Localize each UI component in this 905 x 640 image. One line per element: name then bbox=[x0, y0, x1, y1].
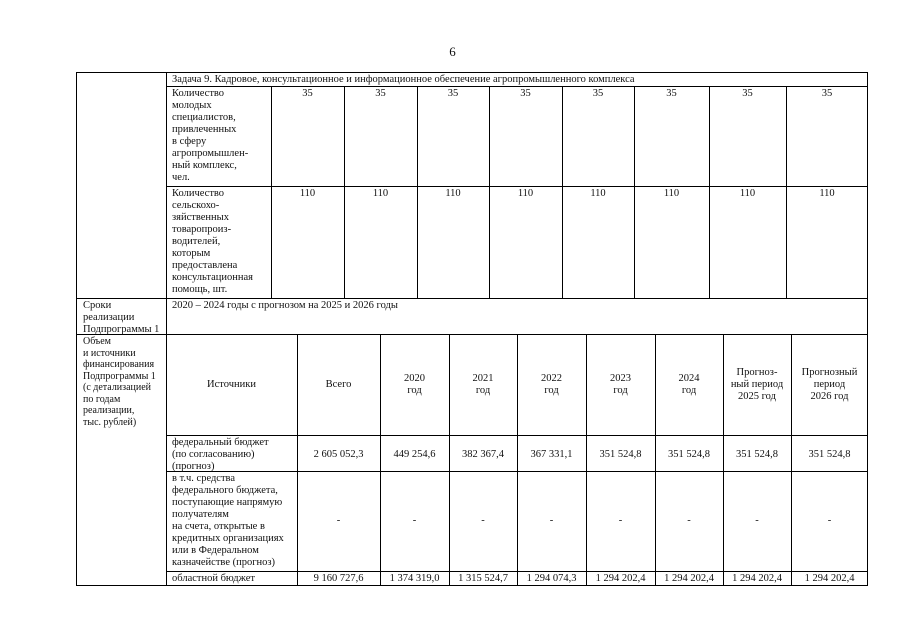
funding-value: 1 374 319,0 bbox=[389, 573, 440, 584]
funding-value: 1 294 202,4 bbox=[732, 573, 782, 584]
grid-line bbox=[166, 73, 167, 586]
funding-value: - bbox=[827, 515, 832, 526]
funding-value: - bbox=[618, 515, 623, 526]
funding-header-year: 2022 год bbox=[541, 373, 562, 396]
indicator-value: 35 bbox=[592, 88, 604, 99]
indicator-value: 35 bbox=[447, 88, 459, 99]
funding-header-total: Всего bbox=[325, 379, 352, 390]
funding-header-year: 2020 год bbox=[404, 373, 425, 396]
funding-value: 367 331,1 bbox=[530, 449, 573, 460]
funding-header-sources: Источники bbox=[207, 379, 256, 390]
funding-value: - bbox=[755, 515, 759, 526]
funding-value: 1 294 202,4 bbox=[664, 573, 714, 584]
passport-table bbox=[76, 72, 868, 586]
terms-value: 2020 – 2024 годы с прогнозом на 2025 и 2026 годы bbox=[172, 300, 398, 311]
funding-value: 1 294 202,4 bbox=[804, 573, 855, 584]
indicator-value: 110 bbox=[299, 188, 316, 199]
funding-value: 351 524,8 bbox=[808, 449, 851, 460]
indicator-label: Количество сельскохо- зяйственных товаропроиз- водителей, которым предоставлена консультационная помощь, шт. bbox=[172, 188, 253, 295]
task-title: Задача 9. Кадровое, консультационное и информационное обеспечение агропромышленного комплекса bbox=[172, 74, 635, 85]
grid-line bbox=[77, 334, 868, 335]
funding-value: - bbox=[481, 515, 485, 526]
indicator-value: 110 bbox=[590, 188, 606, 199]
funding-value: 382 367,4 bbox=[462, 449, 504, 460]
funding-value: - bbox=[549, 515, 554, 526]
funding-source: областной бюджет bbox=[172, 573, 255, 584]
grid-line bbox=[77, 298, 868, 299]
funding-value: 351 524,8 bbox=[599, 449, 642, 460]
indicator-value: 110 bbox=[739, 188, 756, 199]
funding-header-year: 2024 год bbox=[678, 373, 700, 396]
indicator-label: Количество молодых специалистов, привлеченных в сферу агропромышлен- ный комплекс, чел. bbox=[172, 88, 249, 183]
funding-header-year: 2023 год bbox=[610, 373, 631, 396]
funding-header-forecast: Прогнозный период 2026 год bbox=[801, 367, 858, 402]
funding-value: 449 254,6 bbox=[393, 449, 436, 460]
indicator-value: 110 bbox=[663, 188, 680, 199]
indicator-value: 110 bbox=[445, 188, 461, 199]
funding-value: - bbox=[412, 515, 417, 526]
terms-label: Сроки реализации Подпрограммы 1 bbox=[83, 300, 160, 335]
indicator-value: 110 bbox=[819, 188, 835, 199]
funding-value: 9 160 727,6 bbox=[313, 573, 364, 584]
funding-value: 2 605 052,3 bbox=[313, 449, 364, 460]
funding-label: Объем и источники финансирования Подпрограммы 1 (с детализацией по годам реализации, тыс. рублей) bbox=[83, 336, 156, 428]
funding-value: - bbox=[687, 515, 691, 526]
funding-value: 351 524,8 bbox=[736, 449, 778, 460]
funding-source: федеральный бюджет (по согласованию) (прогноз) bbox=[172, 437, 269, 472]
funding-source: в т.ч. средства федерального бюджета, поступающие напрямую получателям на счета, открытые в кредитных организациях или в Федеральном казначействе (прогноз) bbox=[172, 473, 284, 568]
indicator-value: 35 bbox=[520, 88, 531, 99]
indicator-value: 35 bbox=[821, 88, 833, 99]
indicator-value: 35 bbox=[302, 88, 313, 99]
indicator-value: 35 bbox=[742, 88, 753, 99]
funding-header-year: 2021 год bbox=[472, 373, 494, 396]
funding-value: 1 294 074,3 bbox=[526, 573, 577, 584]
funding-value: 1 315 524,7 bbox=[458, 573, 508, 584]
funding-value: 351 524,8 bbox=[668, 449, 710, 460]
page-number: 6 bbox=[449, 44, 456, 59]
funding-value: - bbox=[336, 515, 341, 526]
funding-header-forecast: Прогноз- ный период 2025 год bbox=[730, 367, 784, 402]
indicator-value: 35 bbox=[666, 88, 677, 99]
indicator-value: 110 bbox=[372, 188, 389, 199]
indicator-value: 35 bbox=[375, 88, 386, 99]
indicator-value: 110 bbox=[517, 188, 534, 199]
funding-value: 1 294 202,4 bbox=[595, 573, 646, 584]
